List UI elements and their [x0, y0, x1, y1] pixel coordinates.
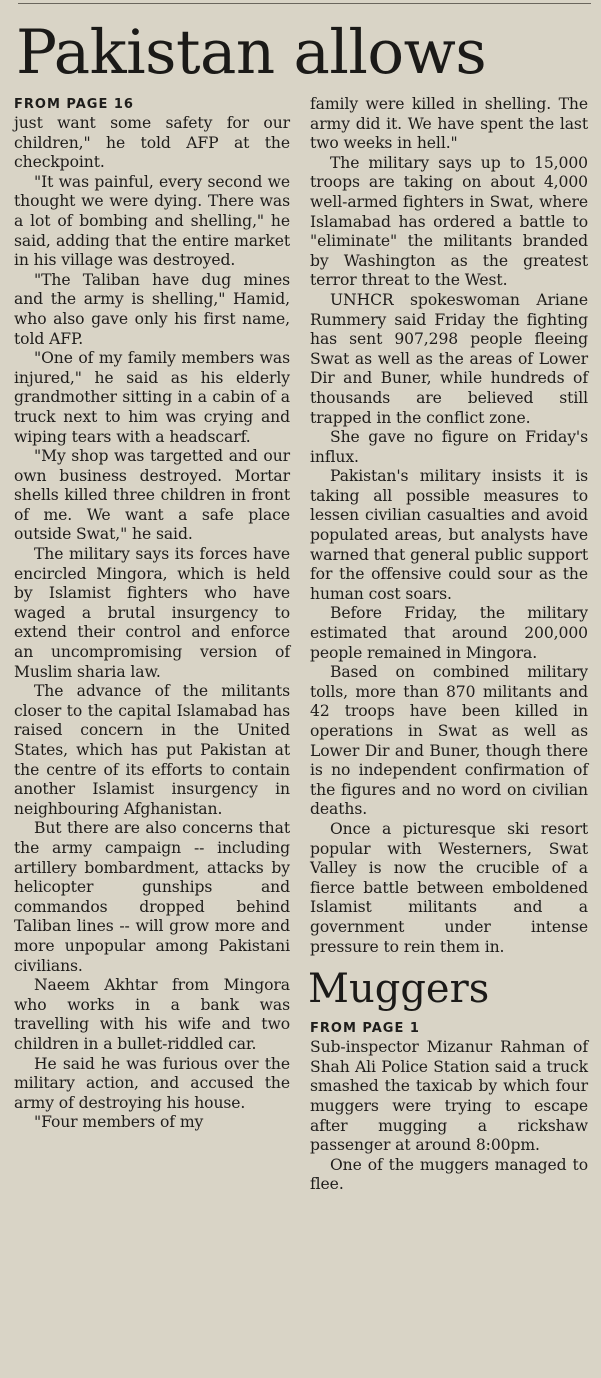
paragraph: "The Taliban have dug mines and the army is shelling," Hamid, who also gave only his first name, told AFP.	[14, 270, 290, 348]
left-body	[14, 114, 290, 1133]
paragraph: But there are also concerns that the army campaign -- including artillery bombardment, attacks by helicopter gunships and commandos dropped behind Taliban lines -- will grow more and more unpopular among Pakistani civilians.	[14, 819, 290, 975]
paragraph: just want some safety for our children," he told AFP at the checkpoint.	[14, 114, 290, 172]
paragraph: One of the muggers managed to flee.	[310, 1155, 588, 1194]
paragraph: "It was painful, every second we thought we were dying. There was a lot of bombing and shelling," he said, adding that the entire market in his village was destroyed.	[14, 172, 290, 270]
second-dateline: FROM PAGE 1	[310, 1021, 420, 1037]
paragraph: "One of my family members was injured," he said as his elderly grandmother sitting in a cabin of a truck next to him was crying and wiping tears with a headscarf.	[14, 349, 290, 446]
paragraph: Naeem Akhtar from Mingora who works in a bank was travelling with his wife and two children in a bullet-riddled car.	[14, 976, 290, 1053]
paragraph: She gave no figure on Friday's influx.	[310, 428, 588, 466]
top-rule	[18, 3, 591, 4]
paragraph: Based on combined military tolls, more than 870 militants and 42 troops have been killed in operations in Swat as well as Lower Dir and Buner, though there is no independent confirmation of the figures and no word on civilian deaths.	[310, 663, 588, 819]
paragraph: UNHCR spokeswoman Ariane Rummery said Friday the fighting has sent 907,298 people fleeing Swat as well as the areas of Lower Dir and Buner, while hundreds of thousands are believed still trapped in the conflict zone.	[310, 290, 588, 427]
paragraph: He said he was furious over the military action, and accused the army of destroying his house.	[14, 1054, 290, 1112]
left-column	[14, 95, 290, 1133]
second-headline: Muggers	[308, 966, 490, 1013]
headline: Pakistan allows	[16, 17, 487, 88]
paragraph: The advance of the militants closer to the capital Islamabad has raised concern in the United States, which has put Pakistan at the centre of its efforts to contain another Islamist insurgency in neighbouring Afghanistan.	[14, 682, 290, 818]
dateline: FROM PAGE 16	[14, 97, 134, 112]
paragraph: "My shop was targetted and our own business destroyed. Mortar shells killed three children in front of me. We want a safe place outside Swat," he said.	[14, 447, 290, 544]
paragraph: family were killed in shelling. The army did it. We have spent the last two weeks in hell."	[310, 95, 588, 153]
paragraph: Before Friday, the military estimated that around 200,000 people remained in Mingora.	[310, 604, 588, 662]
paragraph: "Four members of my	[34, 1113, 204, 1132]
paragraph: The military says up to 15,000 troops are taking on about 4,000 well-armed fighters in Swat, where Islamabad has ordered a battle to "eliminate" the militants branded by Washington as the greatest terror threat to the West.	[310, 153, 588, 290]
paragraph: Once a picturesque ski resort popular with Westerners, Swat Valley is now the crucible of a fierce battle between emboldened Islamist militants and a government under intense pressure to rein them in.	[310, 819, 588, 956]
paragraph: Sub-inspector Mizanur Rahman of Shah Ali Police Station said a truck smashed the taxicab by which four muggers were trying to escape after mugging a rickshaw passenger at around 8:00pm.	[310, 1038, 588, 1155]
second-body	[310, 1038, 588, 1195]
right-column	[310, 95, 588, 1195]
paragraph: Pakistan's military insists it is taking all possible measures to lessen civilian casualties and avoid populated areas, but analysts have warned that general public support for the offensive could sour as the human cost soars.	[310, 467, 588, 603]
paragraph: The military says its forces have encircled Mingora, which is held by Islamist fighters who have waged a brutal insurgency to extend their control and enforce an uncompromising version of Muslim sharia law.	[14, 545, 290, 681]
right-body	[310, 95, 588, 957]
